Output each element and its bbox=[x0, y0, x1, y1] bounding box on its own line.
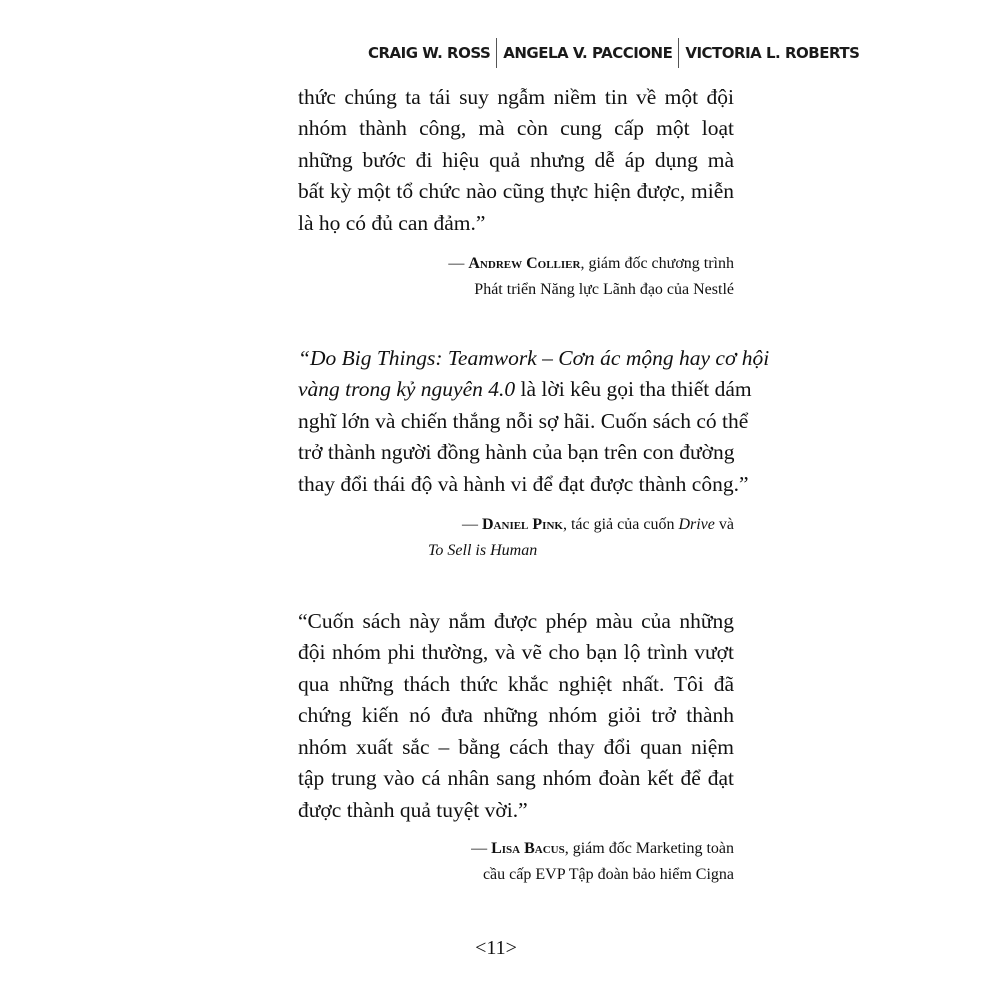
page-content bbox=[298, 82, 770, 888]
attribution-name: Andrew Collier bbox=[468, 255, 581, 273]
quote-line: bất kỳ một tổ chức nào cũng thực hiện được, miễn bbox=[298, 179, 734, 204]
quote-line: những bước đi hiệu quả nhưng dễ áp dụng mà bbox=[298, 147, 734, 172]
attribution-line: Phát triển Năng lực Lãnh đạo của Nestlé bbox=[474, 281, 734, 299]
attribution-name: Daniel Pink bbox=[482, 516, 563, 534]
quote-line: đội nhóm phi thường, và vẽ cho bạn lộ trình vượt bbox=[298, 640, 734, 665]
quote-line: thức chúng ta tái suy ngẫm niềm tin về một đội bbox=[298, 85, 734, 109]
running-header bbox=[362, 38, 865, 68]
quote-line: thay đổi thái độ và hành vi để đạt được thành công.” bbox=[298, 471, 749, 496]
quote-line: trở thành người đồng hành của bạn trên con đường bbox=[298, 440, 735, 465]
quote-text bbox=[298, 343, 770, 500]
author-name: ANGELA V. PACCIONE bbox=[503, 44, 673, 62]
quote-line: nhóm thành công, mà còn cung cấp một loạt bbox=[298, 116, 734, 141]
quote-line: là họ có đủ can đảm.” bbox=[298, 210, 486, 235]
quote-text bbox=[298, 82, 734, 239]
quote-line: nhóm xuất sắc – bằng cách thay đổi quan niệm bbox=[298, 734, 734, 759]
quote-attribution: — Daniel Pink, tác giả của cuốn Drive và To Sell is Human bbox=[428, 516, 734, 560]
quote-line: “Cuốn sách này nắm được phép màu của những bbox=[298, 609, 734, 634]
quote-line: qua những thách thức khắc nghiệt nhất. Tôi đã bbox=[298, 671, 734, 696]
book-title: To Sell is Human bbox=[428, 542, 538, 560]
quote-attribution: — Andrew Collier, giám đốc chương trình Phát triển Năng lực Lãnh đạo của Nestlé bbox=[298, 251, 734, 303]
attribution-name: Lisa Bacus bbox=[491, 839, 565, 857]
page-number: <11> bbox=[475, 937, 517, 959]
quote-line: vàng trong kỷ nguyên 4.0 là lời kêu gọi tha thiết dám bbox=[298, 377, 752, 402]
quote-line: chứng kiến nó đưa những nhóm giỏi trở thành bbox=[298, 703, 734, 728]
quote-line: nghĩ lớn và chiến thắng nỗi sợ hãi. Cuốn sách có thể bbox=[298, 408, 749, 433]
quote-line: tập trung vào cá nhân sang nhóm đoàn kết để đạt bbox=[298, 766, 734, 791]
book-title: Drive bbox=[678, 516, 715, 534]
quote-line: được thành quả tuyệt vời.” bbox=[298, 797, 528, 822]
quote-line: “Do Big Things: Teamwork – Cơn ác mộng hay cơ hội bbox=[298, 346, 770, 371]
author-name: VICTORIA L. ROBERTS bbox=[685, 44, 860, 62]
quote-attribution: — Lisa Bacus, giám đốc Marketing toàn cầu cấp EVP Tập đoàn bảo hiểm Cigna bbox=[298, 836, 734, 888]
attribution-line: cầu cấp EVP Tập đoàn bảo hiểm Cigna bbox=[482, 865, 734, 883]
author-name: CRAIG W. ROSS bbox=[368, 44, 491, 62]
quote-text bbox=[298, 606, 734, 826]
